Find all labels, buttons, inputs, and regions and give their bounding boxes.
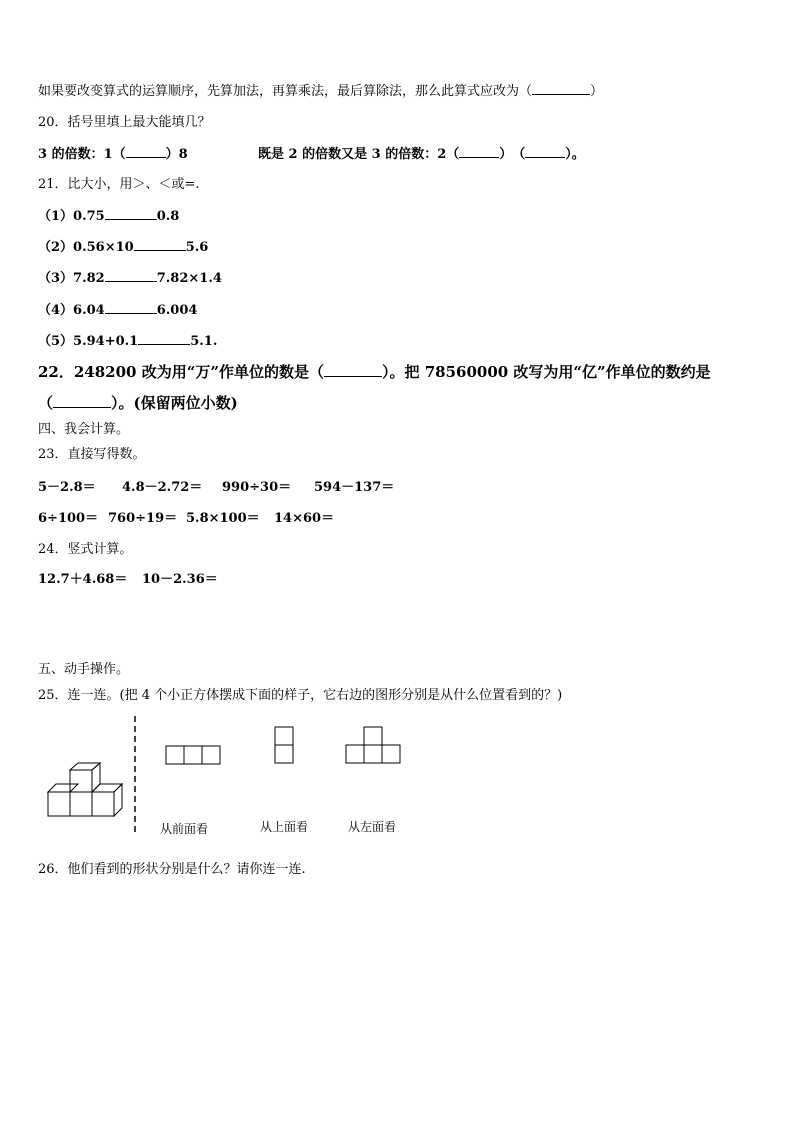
view-shape-t[interactable] <box>344 725 402 765</box>
view-shape-row[interactable] <box>164 744 222 766</box>
q23-expr: 4.8－2.72＝ <box>122 480 203 495</box>
compare-right: 5.6 <box>185 240 209 255</box>
compare-right: 0.8 <box>156 209 180 224</box>
q23-expr: 14×60＝ <box>274 511 335 526</box>
q20-part1-suffix: ）8 <box>165 147 188 162</box>
q21-item <box>38 269 222 288</box>
q22-text-b: ）。把 78560000 改写为用“亿”作单位的数约是 <box>381 363 711 381</box>
q22-text-a: 22．248200 改为用“万”作单位的数是（ <box>38 363 324 381</box>
q23-expr: 760÷19＝ <box>108 511 178 526</box>
dashed-divider <box>132 716 138 836</box>
answer-blank[interactable] <box>525 145 565 158</box>
q23-title: 23．直接写得数。 <box>38 447 146 462</box>
q20-part2-prefix: 既是 2 的倍数又是 3 的倍数：2（ <box>258 147 460 162</box>
q21-title: 21．比大小，用＞、＜或=. <box>38 177 200 192</box>
q23-expr: 990÷30＝ <box>222 480 292 495</box>
q20-part1 <box>38 145 188 164</box>
answer-blank[interactable] <box>53 395 111 408</box>
q24-expr: 10－2.36＝ <box>142 572 218 587</box>
compare-left: 0.56×10 <box>73 240 134 255</box>
q22-text-d: ）。(保留两位小数) <box>111 394 238 412</box>
intro-text: 如果要改变算式的运算顺序，先算加法，再算乘法，最后算除法，那么此算式应改为（ <box>38 84 533 99</box>
answer-blank[interactable] <box>126 145 166 158</box>
q24-expr: 12.7＋4.68＝ <box>38 572 128 587</box>
view-shape-column[interactable] <box>273 725 295 765</box>
section-heading: 四、我会计算。 <box>38 422 130 437</box>
q20-title: 20．括号里填上最大能填几？ <box>38 115 211 130</box>
q26-title: 26．他们看到的形状分别是什么？请你连一连. <box>38 862 306 877</box>
q20-part2-suffix: ）。 <box>565 147 585 162</box>
view-label-front[interactable]: 从前面看 <box>160 822 209 836</box>
compare-left: 5.94+0.1 <box>73 334 139 349</box>
item-number: （1） <box>38 209 74 224</box>
q23-expr: 6÷100＝ <box>38 511 99 526</box>
q20-part1-prefix: 3 的倍数：1（ <box>38 147 126 162</box>
compare-blank[interactable] <box>105 207 157 220</box>
cube-stack-figure <box>44 762 126 822</box>
q21-item <box>38 301 197 320</box>
item-number: （3） <box>38 271 74 286</box>
q23-expr: 594－137＝ <box>314 480 395 495</box>
item-number: （2） <box>38 240 74 255</box>
intro-line <box>38 82 603 101</box>
compare-right: 7.82×1.4 <box>156 271 222 286</box>
compare-blank[interactable] <box>134 238 186 251</box>
compare-left: 7.82 <box>73 271 105 286</box>
item-number: （5） <box>38 334 74 349</box>
q21-item <box>38 332 217 351</box>
view-label-left[interactable]: 从左面看 <box>348 820 397 834</box>
compare-blank[interactable] <box>105 301 157 314</box>
compare-blank[interactable] <box>138 332 190 345</box>
q23-expr: 5.8×100＝ <box>186 511 260 526</box>
q25-title: 25．连一连。(把 4 个小正方体摆成下面的样子，它右边的图形分别是从什么位置看到的？) <box>38 688 563 703</box>
q24-title: 24．竖式计算。 <box>38 542 133 557</box>
compare-right: 5.1. <box>190 334 218 349</box>
compare-left: 6.04 <box>73 303 105 318</box>
answer-blank[interactable] <box>459 145 499 158</box>
q22-line1 <box>38 363 711 381</box>
q23-expr: 5－2.8＝ <box>38 480 96 495</box>
answer-blank[interactable] <box>532 82 590 95</box>
q20-part2 <box>258 145 585 164</box>
section-heading: 五、动手操作。 <box>38 662 130 677</box>
q20-part2-mid: ） （ <box>499 147 526 162</box>
view-label-top[interactable]: 从上面看 <box>260 820 309 834</box>
q21-item <box>38 207 179 226</box>
intro-close: ） <box>590 84 604 99</box>
answer-blank[interactable] <box>324 364 382 377</box>
q22-text-c: （ <box>38 394 54 412</box>
q22-line2 <box>38 394 238 412</box>
compare-right: 6.004 <box>156 303 198 318</box>
compare-left: 0.75 <box>73 209 105 224</box>
compare-blank[interactable] <box>105 269 157 282</box>
item-number: （4） <box>38 303 74 318</box>
q21-item <box>38 238 208 257</box>
